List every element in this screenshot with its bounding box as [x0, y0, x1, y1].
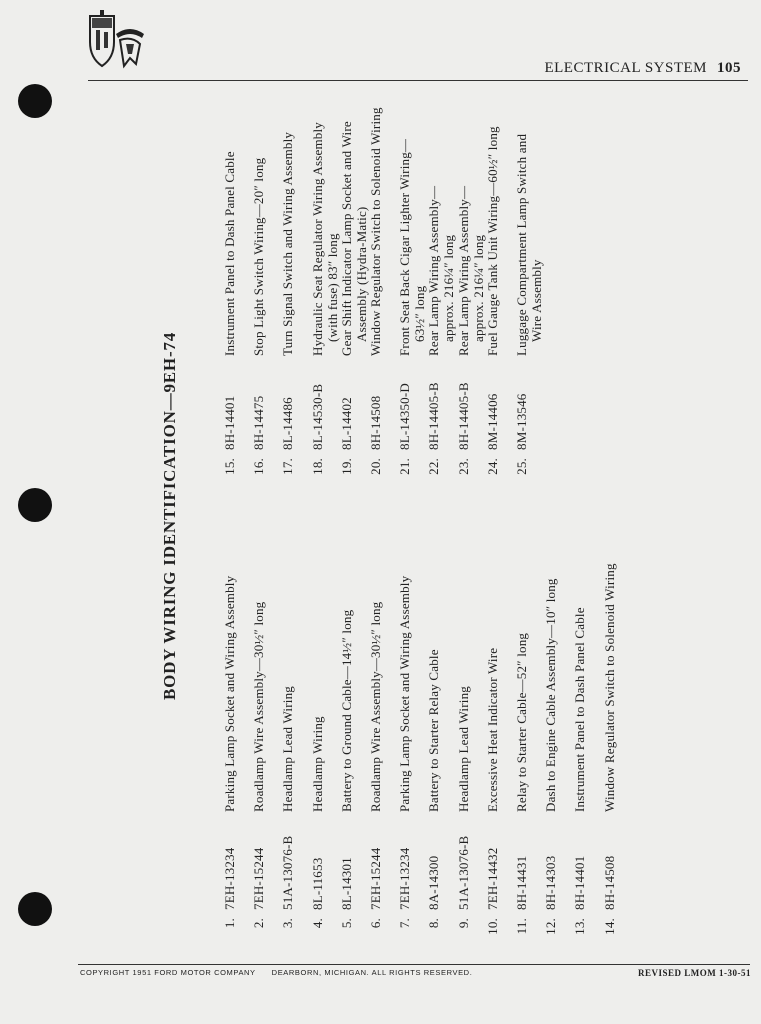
part-description — [251, 106, 266, 356]
part-description — [251, 442, 266, 812]
page-number: 105 — [717, 60, 741, 76]
part-description — [310, 442, 325, 812]
entry-number: 4. — [309, 918, 325, 929]
binder-hole-middle — [18, 488, 52, 522]
part-number: 7EH-15244 — [251, 847, 267, 910]
part-number: 8L-11653 — [309, 857, 325, 910]
description-line: Rear Lamp Wiring Assembly— — [455, 185, 471, 356]
footer-rule — [78, 964, 750, 965]
description-line: Headlamp Lead Wiring — [455, 686, 471, 812]
description-line: Battery to Ground Cable—14½″ long — [338, 609, 354, 812]
part-description — [368, 442, 383, 812]
entry-number: 11. — [514, 918, 529, 935]
description-line: Fuel Gauge Tank Unit Wiring—60½″ long — [484, 126, 500, 356]
part-description — [602, 442, 617, 812]
part-number: 8H-14508 — [601, 855, 617, 910]
part-description — [426, 442, 441, 812]
description-line: Headlamp Wiring — [309, 716, 325, 812]
entry-number: 7. — [397, 918, 413, 929]
part-number: 8L-14402 — [338, 397, 354, 450]
entry-number: 9. — [455, 918, 471, 929]
description-line: Dash to Engine Cable Assembly—10″ long — [543, 578, 559, 812]
part-number: 8L-14350-D — [397, 383, 413, 450]
revision-note: REVISED LMOM 1-30-51 — [638, 968, 751, 978]
part-description — [485, 106, 500, 356]
description-line: Instrument Panel to Dash Panel Cable — [222, 151, 237, 356]
part-number: 8H-14303 — [543, 855, 559, 910]
description-line: (with fuse) 83″ long — [324, 233, 340, 342]
part-description — [397, 442, 412, 812]
part-description — [397, 106, 427, 356]
description-line: Roadlamp Wire Assembly—30½″ long — [251, 601, 267, 812]
part-description — [310, 106, 340, 356]
part-description — [222, 442, 237, 812]
entry-number: 3. — [280, 918, 296, 929]
description-line: approx. 216¼″ long — [441, 234, 457, 342]
location-text: DEARBORN, MICHIGAN. ALL RIGHTS RESERVED. — [271, 968, 473, 977]
entry-number: 18. — [309, 458, 325, 475]
entry-number: 25. — [514, 458, 529, 475]
description-line: Headlamp Lead Wiring — [280, 686, 296, 812]
entry-number: 22. — [426, 458, 442, 475]
description-line: Instrument Panel to Dash Panel Cable — [572, 607, 588, 812]
entry-number: 1. — [222, 918, 237, 929]
description-line: Luggage Compartment Lamp Switch and — [514, 133, 529, 356]
part-description — [543, 442, 558, 812]
part-number: 8H-14401 — [222, 395, 237, 450]
entry-number: 15. — [222, 458, 237, 475]
entry-number: 21. — [397, 458, 413, 475]
part-number: 8L-14486 — [280, 397, 296, 450]
description-line: Front Seat Back Cigar Lighter Wiring— — [397, 138, 413, 356]
table-title: BODY WIRING IDENTIFICATION—9EH-74 — [160, 331, 179, 700]
description-line: Window Regulator Switch to Solenoid Wiring — [368, 107, 383, 356]
description-line: Parking Lamp Socket and Wiring Assembly — [397, 575, 413, 812]
entry-number: 10. — [484, 918, 500, 935]
part-description — [572, 442, 587, 812]
description-line: Parking Lamp Socket and Wiring Assembly — [222, 575, 237, 812]
part-number: 8L-14301 — [338, 857, 354, 910]
entry-number: 19. — [338, 458, 354, 475]
entry-number: 20. — [368, 458, 383, 475]
part-number: 8L-14530-B — [309, 383, 325, 450]
entry-number: 14. — [601, 918, 617, 935]
part-description — [426, 106, 456, 356]
part-number: 51A-13076-B — [455, 835, 471, 910]
part-description — [368, 106, 383, 356]
entry-number: 23. — [455, 458, 471, 475]
part-description — [514, 442, 529, 812]
binder-hole-bottom — [18, 892, 52, 926]
part-description — [280, 442, 295, 812]
part-description — [485, 442, 500, 812]
part-description — [280, 106, 295, 356]
entry-number: 2. — [251, 918, 267, 929]
description-line: Excessive Heat Indicator Wire — [484, 647, 500, 812]
entry-number: 6. — [368, 918, 383, 929]
entry-number: 8. — [426, 918, 442, 929]
part-description — [339, 442, 354, 812]
part-description — [456, 106, 486, 356]
description-line: Roadlamp Wire Assembly—30½″ long — [368, 601, 383, 812]
part-number: 8H-14508 — [368, 395, 383, 450]
footer-copyright — [80, 968, 472, 977]
description-line: Stop Light Switch Wiring—20″ long — [251, 157, 267, 356]
part-number: 8H-14401 — [572, 855, 588, 910]
description-line: 63½″ long — [412, 285, 428, 342]
part-number: 7EH-14432 — [484, 847, 500, 910]
part-description — [222, 106, 237, 356]
part-number: 7EH-13234 — [222, 847, 237, 910]
description-line: Assembly (Hydra-Matic) — [353, 206, 369, 342]
part-description — [514, 106, 544, 356]
part-number: 7EH-15244 — [368, 847, 383, 910]
part-number: 8H-14475 — [251, 395, 267, 450]
part-number: 8H-14431 — [514, 855, 529, 910]
part-number: 8A-14300 — [426, 855, 442, 910]
entry-number: 12. — [543, 918, 559, 935]
part-number: 8M-14406 — [484, 393, 500, 450]
part-description — [456, 442, 471, 812]
description-line: Wire Assembly — [529, 259, 544, 342]
part-number: 51A-13076-B — [280, 835, 296, 910]
entry-number: 16. — [251, 458, 267, 475]
section-title: ELECTRICAL SYSTEM — [544, 60, 707, 76]
entry-number: 13. — [572, 918, 588, 935]
entry-number: 5. — [338, 918, 354, 929]
description-line: Gear Shift Indicator Lamp Socket and Wire — [338, 121, 354, 356]
lincoln-crest-logo — [86, 8, 148, 72]
description-line: Hydraulic Seat Regulator Wiring Assembly — [309, 122, 325, 356]
entry-number: 17. — [280, 458, 296, 475]
copyright-text: COPYRIGHT 1951 FORD MOTOR COMPANY — [80, 968, 256, 977]
part-number: 8H-14405-B — [426, 382, 442, 450]
part-number: 7EH-13234 — [397, 847, 413, 910]
part-number: 8M-13546 — [514, 393, 529, 450]
entry-number: 24. — [484, 458, 500, 475]
binder-hole-top — [18, 84, 52, 118]
description-line: Relay to Starter Cable—52″ long — [514, 632, 529, 812]
description-line: Battery to Starter Relay Cable — [426, 649, 442, 812]
description-line: Rear Lamp Wiring Assembly— — [426, 185, 442, 356]
rotated-table — [160, 60, 620, 940]
description-line: Window Regulator Switch to Solenoid Wiring — [601, 563, 617, 812]
part-description — [339, 106, 369, 356]
description-line: approx. 216¼″ long — [470, 234, 486, 342]
part-number: 8H-14405-B — [455, 382, 471, 450]
description-line: Turn Signal Switch and Wiring Assembly — [280, 131, 296, 356]
